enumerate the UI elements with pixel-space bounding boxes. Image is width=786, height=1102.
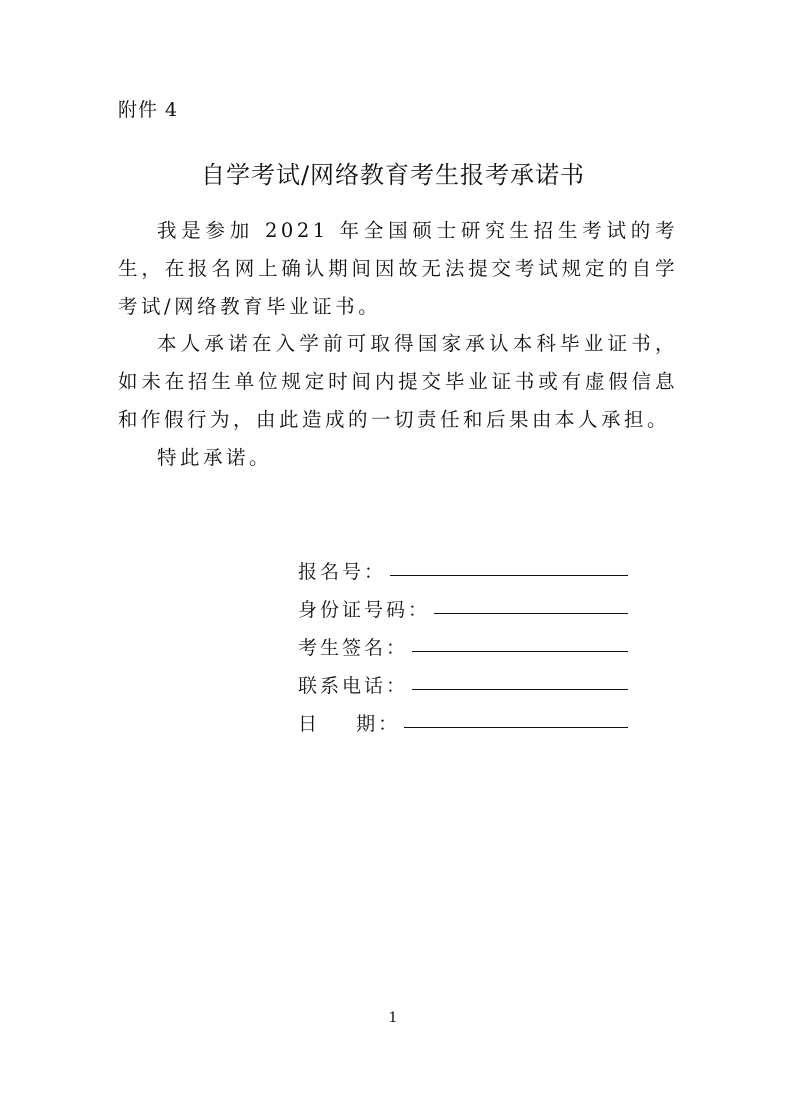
signature-form xyxy=(298,546,638,736)
registration-number-label: 报名号： xyxy=(298,561,387,583)
registration-number-blank[interactable] xyxy=(390,574,628,576)
paragraph-commitment: 本人承诺在入学前可取得国家承认本科毕业证书，如未在招生单位规定时间内提交毕业证书或有虚假信息和作假行为，由此造成的一切责任和后果由本人承担。 xyxy=(118,332,678,431)
phone-blank[interactable] xyxy=(412,688,628,690)
attachment-label: 附件 4 xyxy=(118,99,179,121)
paragraph-statement: 我是参加 2021 年全国硕士研究生招生考试的考生，在报名网上确认期间因故无法提交考试规定的自学考试/网络教育毕业证书。 xyxy=(118,219,678,318)
paragraph-closing: 特此承诺。 xyxy=(157,445,273,469)
form-row-signature xyxy=(298,622,638,660)
signature-label: 考生签名： xyxy=(298,637,409,659)
phone-label: 联系电话： xyxy=(298,675,409,697)
id-number-label: 身份证号码： xyxy=(298,599,431,621)
id-number-blank[interactable] xyxy=(434,612,628,614)
commitment-body xyxy=(118,212,678,477)
page-number: 1 xyxy=(388,1010,398,1026)
form-row-registration-number xyxy=(298,546,638,584)
date-label: 日 期： xyxy=(298,713,401,735)
form-row-phone xyxy=(298,660,638,698)
signature-blank[interactable] xyxy=(412,650,628,652)
form-row-id-number xyxy=(298,584,638,622)
document-title: 自学考试/网络教育考生报考承诺书 xyxy=(200,161,586,189)
date-blank[interactable] xyxy=(404,726,628,728)
form-row-date xyxy=(298,698,638,736)
